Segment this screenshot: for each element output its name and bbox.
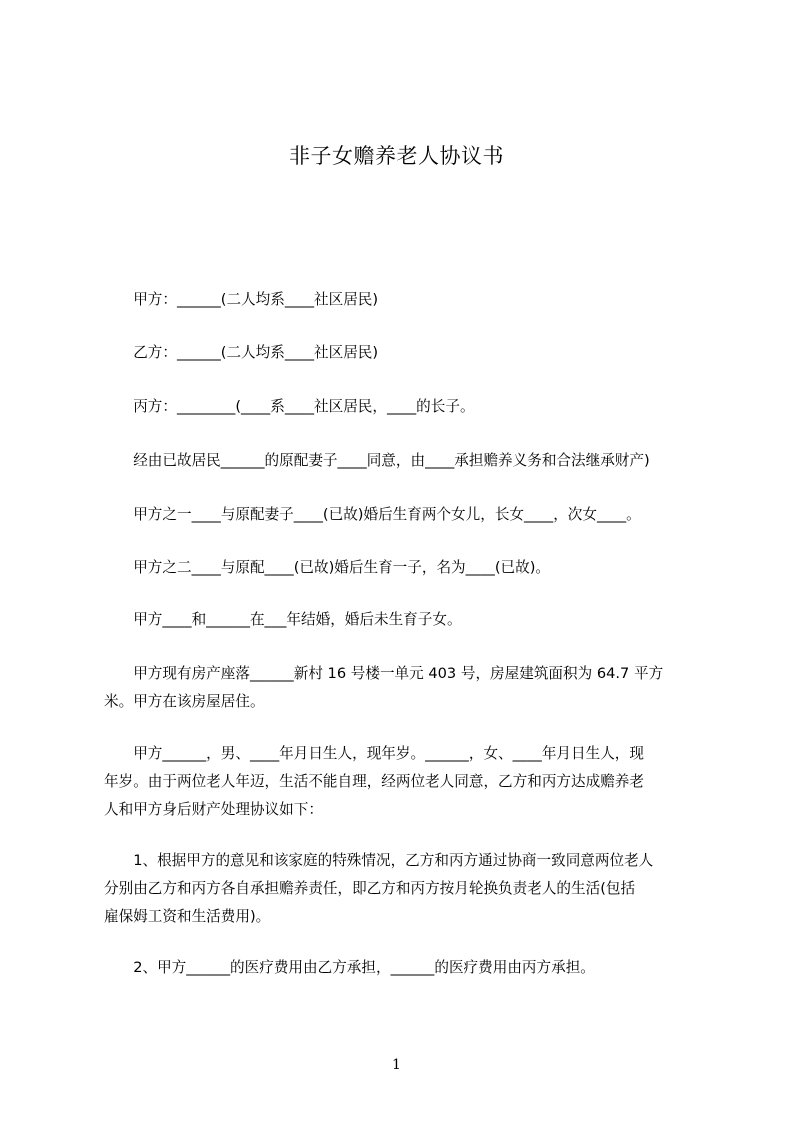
clause-party-a bbox=[104, 286, 714, 314]
text-line: 经由已故居民______的原配妻子____同意，由____承担赡养义务和合法继承财产) bbox=[104, 452, 650, 469]
document-title: 非子女赡养老人协议书 bbox=[289, 144, 504, 168]
text-line: 人和甲方身后财产处理协议如下： bbox=[104, 801, 323, 818]
text-line: 雇保姆工资和生活费用)。 bbox=[104, 908, 271, 925]
text-line: 2、甲方______的医疗费用由乙方承担，______的医疗费用由丙方承担。 bbox=[104, 959, 595, 976]
text-line: 甲方______，男、____年月日生人，现年岁。______，女、____年月日生人，现 bbox=[104, 745, 644, 762]
clause-2 bbox=[104, 954, 714, 982]
text-line: 甲方现有房产座落______新村 16 号楼一单元 403 号，房屋建筑面积为 64.7 平方 bbox=[104, 665, 664, 682]
page-number: 1 bbox=[392, 1057, 401, 1073]
text-line: 分别由乙方和丙方各自承担赡养责任，即乙方和丙方按月轮换负责老人的生活(包括 bbox=[104, 880, 636, 897]
paragraph-party-a-two bbox=[104, 554, 714, 582]
text-line: 甲方____和______在___年结婚，婚后未生育子女。 bbox=[104, 611, 462, 628]
paragraph-party-a-one bbox=[104, 501, 714, 529]
clause-party-b bbox=[104, 339, 714, 367]
text-line: 甲方之二____与原配____(已故)婚后生育一子，名为____(已故)。 bbox=[104, 559, 550, 576]
text-line: 1、根据甲方的意见和该家庭的特殊情况，乙方和丙方通过协商一致同意两位老人 bbox=[104, 852, 654, 869]
text-line: 甲方：______(二人均系____社区居民) bbox=[104, 291, 379, 308]
clause-1 bbox=[104, 847, 714, 931]
text-line: 甲方之一____与原配妻子____(已故)婚后生育两个女儿，长女____，次女____。 bbox=[104, 506, 641, 523]
text-line: 丙方：________(____系____社区居民，____的长子。 bbox=[104, 398, 475, 415]
text-line: 米。甲方在该房屋居住。 bbox=[104, 693, 265, 710]
paragraph-property bbox=[104, 660, 714, 716]
text-line: 乙方：______(二人均系____社区居民) bbox=[104, 344, 379, 361]
text-line: 年岁。由于两位老人年迈，生活不能自理，经两位老人同意，乙方和丙方达成赡养老 bbox=[104, 773, 644, 790]
paragraph-marriage bbox=[104, 606, 714, 634]
paragraph-elders bbox=[104, 740, 714, 824]
clause-party-c bbox=[104, 393, 714, 421]
paragraph-consent bbox=[104, 447, 714, 475]
